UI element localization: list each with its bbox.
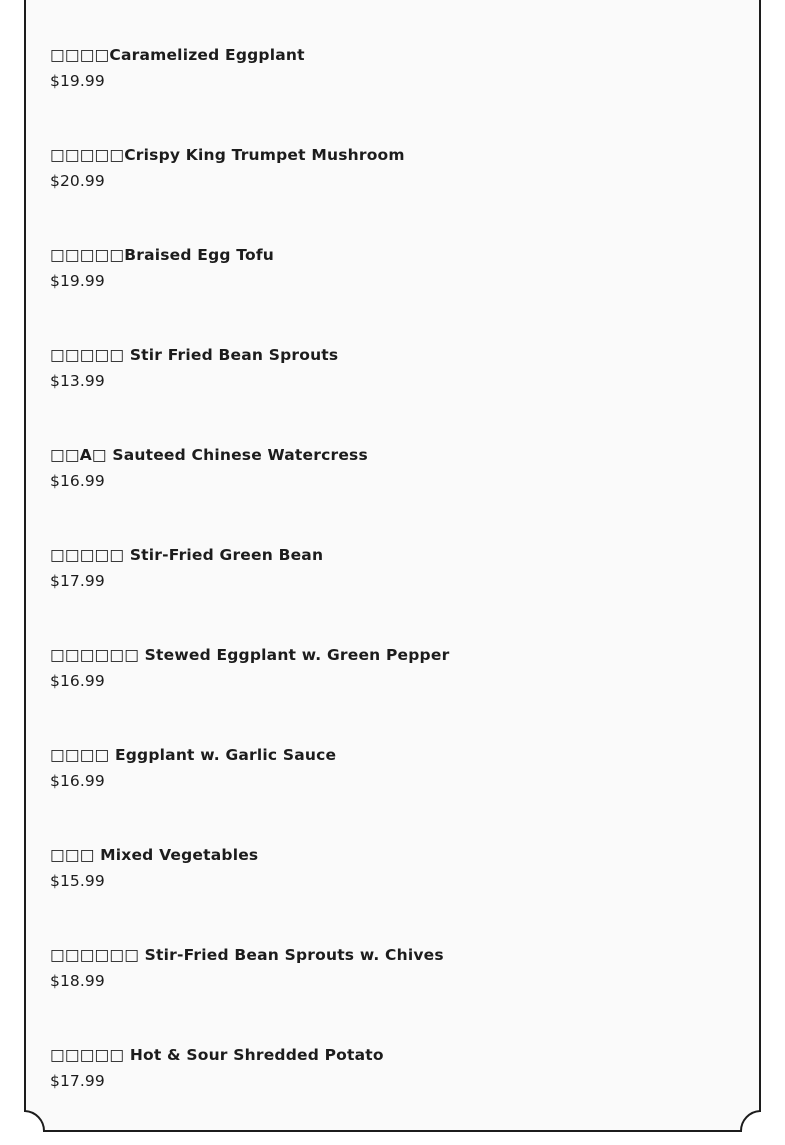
item-price: $15.99 bbox=[50, 872, 105, 890]
menu-item[interactable] bbox=[50, 945, 730, 1045]
menu-item[interactable] bbox=[50, 645, 730, 745]
menu-card bbox=[24, 0, 761, 1133]
item-name: □□A□ Sauteed Chinese Watercress bbox=[50, 446, 368, 464]
item-name: □□□□□ Stir-Fried Green Bean bbox=[50, 546, 324, 564]
item-name: □□□□□Crispy King Trumpet Mushroom bbox=[50, 146, 405, 164]
item-price: $20.99 bbox=[50, 172, 105, 190]
item-name: □□□□□ Hot & Sour Shredded Potato bbox=[50, 1046, 384, 1064]
menu-item[interactable] bbox=[50, 845, 730, 945]
menu-item[interactable] bbox=[50, 445, 730, 545]
menu-item[interactable] bbox=[50, 245, 730, 345]
item-price: $16.99 bbox=[50, 772, 105, 790]
item-price: $17.99 bbox=[50, 572, 105, 590]
item-name: □□□□□Braised Egg Tofu bbox=[50, 246, 275, 264]
menu-item[interactable] bbox=[50, 345, 730, 445]
menu-item[interactable] bbox=[50, 45, 730, 145]
menu-item[interactable] bbox=[50, 145, 730, 245]
item-name: □□□□□ Stir Fried Bean Sprouts bbox=[50, 346, 339, 364]
item-name: □□□□Caramelized Eggplant bbox=[50, 46, 305, 64]
item-price: $17.99 bbox=[50, 1072, 105, 1090]
item-name: □□□□□□ Stewed Eggplant w. Green Pepper bbox=[50, 646, 450, 664]
item-price: $18.99 bbox=[50, 972, 105, 990]
item-price: $19.99 bbox=[50, 72, 105, 90]
item-name: □□□□□□ Stir-Fried Bean Sprouts w. Chives bbox=[50, 946, 444, 964]
menu-item[interactable] bbox=[50, 745, 730, 845]
item-name: □□□ Mixed Vegetables bbox=[50, 846, 259, 864]
item-price: $19.99 bbox=[50, 272, 105, 290]
menu-item-list bbox=[50, 45, 730, 1145]
menu-item[interactable] bbox=[50, 1045, 730, 1145]
item-name: □□□□ Eggplant w. Garlic Sauce bbox=[50, 746, 337, 764]
menu-item[interactable] bbox=[50, 545, 730, 645]
item-price: $16.99 bbox=[50, 472, 105, 490]
item-price: $16.99 bbox=[50, 672, 105, 690]
item-price: $13.99 bbox=[50, 372, 105, 390]
